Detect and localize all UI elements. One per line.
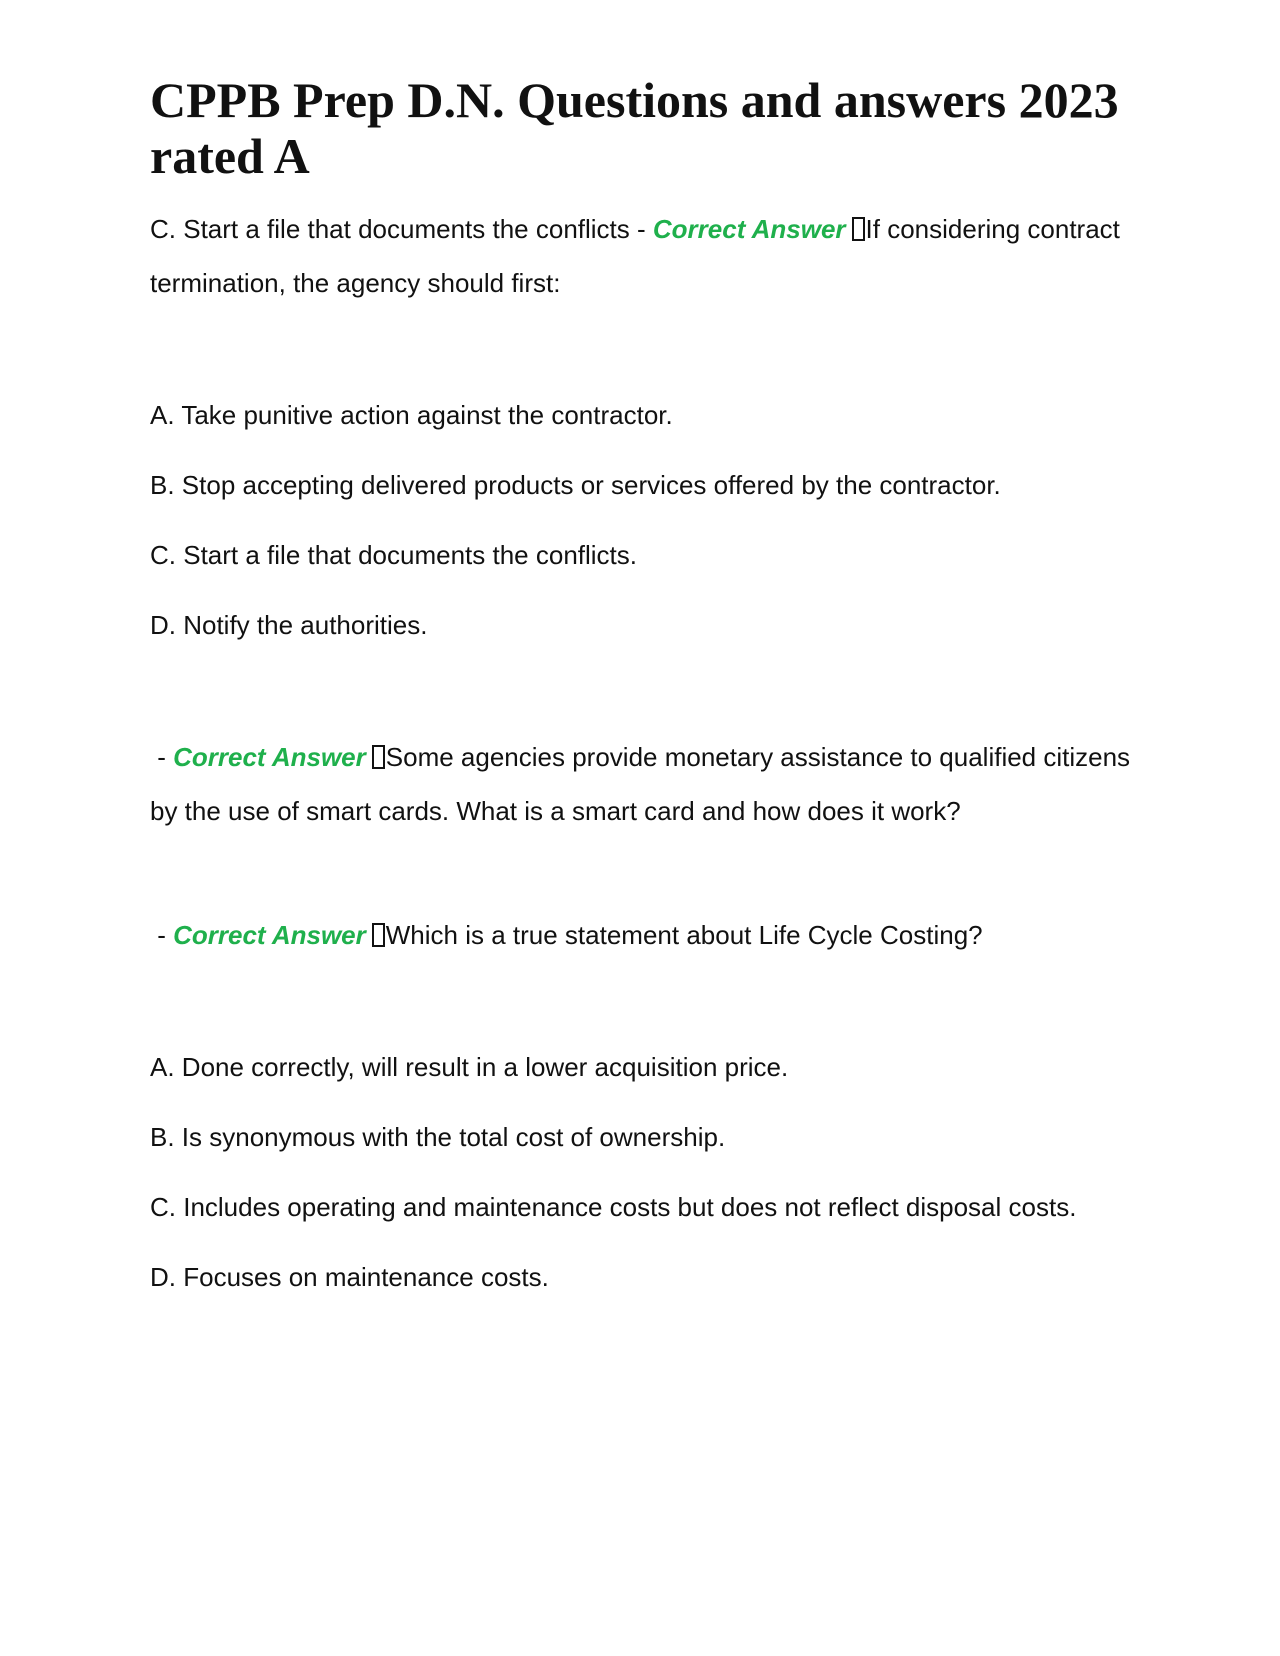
missing-glyph-icon (852, 217, 865, 241)
paragraph-spacer (150, 310, 1140, 380)
correct-answer-label: Correct Answer (173, 742, 366, 772)
document-page (150, 72, 1140, 1312)
missing-glyph-icon (372, 745, 385, 769)
answer-prefix: - (150, 742, 174, 772)
paragraph-spacer (150, 838, 1140, 908)
question-text: If considering contract termination, the agency should first: (150, 214, 1120, 298)
option-c: C. Includes operating and maintenance costs but does not reflect disposal costs. (150, 1192, 1077, 1222)
missing-glyph-icon (372, 923, 385, 947)
option-b: B. Is synonymous with the total cost of ownership. (150, 1122, 726, 1152)
correct-answer-label: Correct Answer (652, 214, 846, 244)
paragraph-spacer (150, 962, 1140, 1032)
question-text: Some agencies provide monetary assistance to qualified citizens by the use of smart cards. What is a smart card and how does it work? (150, 742, 1131, 826)
answer-prefix: - (150, 920, 174, 950)
option-d: D. Focuses on maintenance costs. (150, 1262, 549, 1292)
option-a: A. Done correctly, will result in a lower acquisition price. (150, 1052, 789, 1082)
option-a: A. Take punitive action against the contractor. (150, 400, 673, 430)
option-d: D. Notify the authorities. (150, 610, 428, 640)
option-c: C. Start a file that documents the conflicts. (150, 540, 638, 570)
qa-block-3 (150, 908, 1140, 962)
qa-block-2 (150, 730, 1140, 838)
question-text: Which is a true statement about Life Cycle Costing? (385, 920, 983, 950)
option-b: B. Stop accepting delivered products or services offered by the contractor. (150, 470, 1001, 500)
qa-block-1 (150, 202, 1140, 310)
correct-answer-label: Correct Answer (173, 920, 366, 950)
answer-prefix: C. Start a file that documents the conflicts - (150, 214, 653, 244)
paragraph-spacer (150, 660, 1140, 730)
document-title: CPPB Prep D.N. Questions and answers 2023 rated A (150, 72, 1119, 184)
